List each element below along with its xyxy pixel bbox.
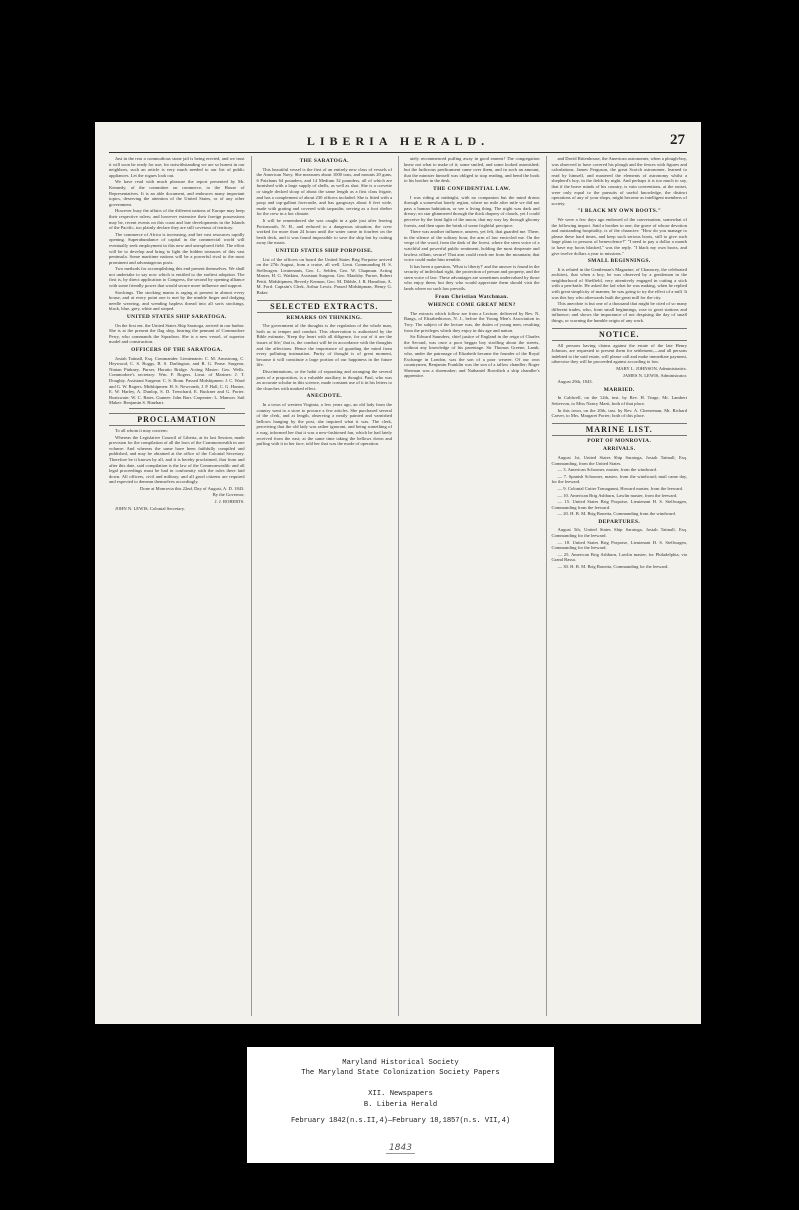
article-paragraph: The commerce of Africa is increasing, and her vast resources rapidly opening. Superabundance of capital in the commercial world will eventually seek employment in this new and unexplored field. The effort will be to develop and bring to light the hidden treasures of this vast peninsula. Some maritime nations will be a powerful rival to the most prominent and advantageous posts. xyxy=(109,231,245,265)
archive-date-range: February 1842(n.s.II,4)—February 18,1857(n.s. VII,4) xyxy=(290,1117,511,1125)
notice-signature: JAMES N. LEWIS, Administrator. xyxy=(622,372,687,378)
article-paragraph: Two methods for accomplishing this end present themselves. We shall not undertake to say now which is entitled to the earliest adoption. The first is, by direct application to Congress, the second by opening alliance with some friendly power that would secure more influence and support. xyxy=(109,266,245,289)
section-heading: OFFICERS OF THE SARATOGA. xyxy=(131,347,223,353)
article-paragraph: Stockings. The stocking mania is raging at present in almost every house, and at every point one is met by the nimble finger and dodging needle weaving, and wending hapless thread into all sorts stockings, black, blue, grey, white and striped. xyxy=(109,289,245,312)
departure-entry: — 30. H. B. M. Brig Bonetta, Commanding for the leeward. xyxy=(557,564,669,570)
masthead xyxy=(109,134,687,153)
article-paragraph: Discriminations, or the habit of separating and arranging the several parts of a proposition, is a valuable auxiliary to thought. Paul, who was an accurate scholar in this science, made constant use of it in his letters to the churches with marked effect. xyxy=(256,369,392,391)
proclamation-secretary: JOHN N. LEWIS, Colonial Secretary. xyxy=(115,505,185,511)
article-paragraph: We have read with much pleasure the report presented by Mr. Kennedy, of the committee on commerce, to the House of Representatives. It is an able document, and embraces many important topics, deserving the attention of the United States, or of any other government. xyxy=(109,179,245,207)
notice-heading: NOTICE. xyxy=(552,328,688,341)
proclamation-date: Done at Monrovia this 22nd, Day of August, A. D. 1843. xyxy=(139,485,245,491)
section-heading: MARRIED. xyxy=(603,386,635,393)
article-source: From Christian Watchman. xyxy=(435,293,509,300)
proclamation-text: Whereas the Legislative Council of Liberia, at its last Session, made provision for the compilation of all the laws of the Commonwealth in one volume: And whereas the same have been faithfully compiled and published, and may be obtained at the office of the Colonial Secretary. Therefore be it known by all, and it is hereby proclaimed, that from and after this date, said compilation is the law of the Commonwealth: and all legal proceedings must be had in conformity with the rules there laid down. All officers, civil and military, and all good citizens are required and expected to demean themselves accordingly. xyxy=(109,434,245,485)
arrival-entry: — 9. Colonial Cutter Tomaganni, Howard master, from the leeward. xyxy=(557,485,684,491)
column-4 xyxy=(546,156,688,1016)
handwritten-year: 1843 xyxy=(247,1143,554,1153)
article-paragraph: Josiah Tattnall, Esq. Commander. Lieutenants: C. M. Armstrong, C. Heywood, C. S. Boggs, B. S. Darlington, and R. G. Pease. Surgeon, Ninian Pinkney. Purser, Horatio Bridge. Acting Master: Geo. Wells. Commodore's secretary: Wm. F. Rogers. Lieut. of Marines: J. T. Doughty. Assistant Surgeon: C. S. Bonn. Passed Midshipmen: J. C. Ward and G. W. Rogers. Midshipmen: H. S. Newcomb, J. P. Hall, C. G. Hunter, E. W. Harley, A. Dunlop, S. D. Trenchard, E. Buckner and G. Porter. Boatswain: W. C. Bates. Gunner: John Barr. Carpenter: L. Manson. Sail Maker: Benjamin S. Rinehart. xyxy=(109,355,245,406)
proclamation-heading: PROCLAMATION xyxy=(109,413,245,426)
proclamation-governor: J. J. ROBERTS. xyxy=(214,499,245,505)
section-heading: SMALL BEGINNINGS. xyxy=(587,258,651,265)
archive-collection: The Maryland State Colonization Society Papers xyxy=(301,1069,500,1077)
column-3 xyxy=(398,156,540,1016)
marriage-entry: In this town, on the 20th, inst. by Rev. A. Cheeseman, Mr. Richard Carver, to Mrs. Margaret Porter; both of this place. xyxy=(551,407,687,419)
arrival-entry: — 10. American Brig Ashburn, Lawlin master, from the leeward. xyxy=(557,492,678,498)
newspaper-title: LIBERIA HERALD. xyxy=(306,134,490,148)
column-1 xyxy=(109,156,245,1016)
article-paragraph: In a town of western Virginia, a few years ago, an old lady from the country went to a store to procure a few articles. She purchased several of the clerk, and at length, observing a neatly painted and varnished bellows hanging by the post, she inquired what it was. The clerk, perceiving that the old lady was rather ignorant, and being something of a wag, informed her that it was a new-fashioned fan, which he had lately received from the east; at the same time taking the bellows down and puffing with it in her face, told her that was the mode of operation. xyxy=(256,401,392,447)
arrival-entry: — 15. United States Brig Porpoise, Lieutenant H. S. Stellwagen, Commanding from the leeward. xyxy=(551,499,687,510)
notice-signature: MARY L. JOHNSON, Administratrix. xyxy=(616,366,687,371)
article-paragraph: However busy the affairs of the different nations of Europe may keep their respective rulers; and however extensive their foreign possessions may be, recent events on this coast and late developments in the Islands of the Pacific, too plainly declare they are still covetous of territory. xyxy=(109,208,245,231)
archive-society: Maryland Historical Society xyxy=(342,1059,459,1067)
article-paragraph: It has been a question, 'What is liberty?' and the answer is found in the security of individual right, the protection of person and property, and the stern voice of law. These advantages are sometimes undervalued by those who enjoy them; but they who would appreciate them should visit the lands where no such law prevails. xyxy=(404,263,540,292)
article-paragraph: Just in the rear a commodious stone jail is being erected, and we trust it will soon be ready for use; for notwithstanding we are so honest in our neighbors, such an article is very much needed to our list of public appliances. Let the rogues look out. xyxy=(109,156,245,178)
article-paragraph: There was another influence, unseen, yet felt, that guarded me. There, in the silence of the solitary hour, the arm of law encircled me. On the verge of the wood, from the dark of the forest, where the stern voice of a watchful and powerful public sentiment, holding the most desperate and lawless villain, secure! That arm could reach me from the mountain; that voice could make him tremble. xyxy=(404,229,540,263)
archive-label xyxy=(247,1047,554,1163)
article-paragraph: On the first ent. the United States Ship Saratoga, arrived in our harbor. She is at the present the flag ship, bearing the pennant of Commodore Perry, who commands the Squadron. She is a new vessel, of superior model and construction. xyxy=(109,322,245,345)
page-number: 27 xyxy=(670,132,685,148)
section-heading: ANECDOTE. xyxy=(306,393,342,400)
article-paragraph: and David Rittenhouse, the American astronomer, when a plough-boy, was observed to have covered his plough and the fences with figures and calculations. James Ferguson, the great Scotch astronomer, learned to read by himself, and mastered the elements of astronomy whilst a shepherd's boy, in the fields by night. And perhaps it is too much to say, that if the brave minds of his country, is vain conventions, at the outset, were only equal to the pursuits of useful knowledge, the distinct operations of any of your shops, might become as intelligent members of society. xyxy=(551,156,687,206)
arrival-entry: — 20. H. B. M. Brig Bonetta, Commanding from the windward. xyxy=(557,511,676,517)
column-2 xyxy=(251,156,393,1016)
article-paragraph: List of the officers on board the United States Brig Porpoise arrived on the 27th August, from a cruise, all well. Lieut. Commanding H. S. Stellwagen. Lieutenants, Geo. L. Selden, Geo. W. Chapman. Acting Master, H. G. Watkins. Assistant Surgeon, Geo. Maulsby. Purser, Robert Pettit. Midshipmen, Beverly Kennon, Geo. M. Dibble, J. R. Hamilton, A. M. Ford. Captain's Clerk, Arthur Lewis. Passed Midshipman, Henry G. Baker. xyxy=(256,256,392,296)
arrival-entry: — 3. American Schooner, master, from the windward. xyxy=(557,467,658,473)
section-heading: DEPARTURES. xyxy=(598,518,641,525)
article-paragraph: This beautiful vessel is the first of an entirely new class of vessels of the American Navy. She measures about 1000 tons, and mounts 20 guns, 6 Paixhans 64 pounders, and 14 Medium 32 pounders, all of which are furnished with a large supply of shells, as well as shot. She is a corvette or single decked sloop of about the same length as a first class frigate, and has a complement of about 230 officers included. She is fitted with a poop and top-gallant forecastle, and has gangways about 6 feet wide, made with grating and covered with tarpaulin, serving as a foot shelter for the crew in a hot climate. xyxy=(256,166,392,217)
section-heading: "I BLACK MY OWN BOOTS." xyxy=(577,208,662,215)
article-paragraph: I was riding at midnight, with no companion but the mind drawn through a somewhat lonely region, where no mile after mile we did not pass a human habitation, or see a living thing. The night was dark and dreary; no star glimmered through the thick drapery of clouds, yet I could perceive by the faint light of the moon, that my way lay through gloomy forests, and then upon the brink of some frightful precipice. xyxy=(404,194,540,228)
article-paragraph: It will be remembered she was caught in a gale just after leaving Portsmouth, N. H., and reduced to a dangerous situation; the crew worked for more than 24 hours until the water came in fourfeet on the berth deck, and it was found impossible to save the ship but by cutting away the masts. xyxy=(256,217,392,246)
section-heading: ARRIVALS. xyxy=(603,446,636,453)
archive-series: XII. Newspapers xyxy=(368,1090,433,1098)
article-paragraph: We were a few days ago endowed of the conversation, somewhat of the following import. Said a brother to one, the grave of whose devotion and outstanding hospitality, is of the character: "How do you manage to please these hard times, and keep such serious boots, still to give such large plans to persons of benevolence?" "I need to pay a dollar a month to have my boots blacked," was the reply. "I black my own boots, and give twelve dollars a year to missions." xyxy=(551,216,687,256)
notice-text: All persons having claims against the estate of the late Henry Johnson, are requested to present them for settlement,—and all persons indebted to the said estate, will please call and make immediate payment, otherwise they will be proceeded against according to law. xyxy=(551,342,687,365)
departure-entry: — 18. United States Brig Porpoise, Lieutenant H. S. Stellwagen, Commanding for the leeward. xyxy=(551,539,687,551)
article-paragraph: ately recommenced puffing away in good earnest! The congregation knew not what to make of it; some smiled, and some looked astonished; but the ludicrous predicament came over them, and in such an amount, that the minister himself was obliged to stop reading, and bend the book to his brother in the desk. xyxy=(404,156,540,184)
proclamation-salutation: To all whom it may concern: xyxy=(115,427,168,433)
column-container xyxy=(109,156,687,1016)
selected-extracts-heading: SELECTED EXTRACTS. xyxy=(257,300,393,313)
departure-entry: August 5th, United States Ship Saratoga, Josiah Tattnall, Esq. Commanding for the leeward. xyxy=(551,527,687,539)
section-heading: REMARKS ON THINKING. xyxy=(286,314,363,321)
departure-entry: — 25. American Brig Ashburn, Lawlin master, for Philadelphia, via Grand Bassa. xyxy=(551,551,687,563)
article-paragraph: The extracts which follow are from a Lecture, delivered by Rev. N. Bangs, of Elizabethtown, N. J., before the Young Men's Association in Troy. The subject of the lecture was, the duties of young men, resulting from the privileges which they enjoy in this age and nation. xyxy=(404,310,540,333)
section-heading: THE CONFIDENTIAL LAW. xyxy=(433,185,511,192)
arrival-entry: August 1st, United States Ship Saratoga, Josiah Tattnall, Esq. Commanding, from the United States. xyxy=(551,454,687,466)
newspaper-page xyxy=(95,122,701,1024)
article-paragraph: The government of the thoughts is the regulation of the whole man, both as to temper and conduct. This observation is authorized by the Bible estimate, 'Keep thy heart with all diligence, for out of it are the issues of life;' that is, the conduct will be in accordance with the thoughts and the affections. Hence the importance of guarding the mind from every polluting insinuation. Purity of thought is of great moment, because it will constitute a large portion of our happiness in the future life. xyxy=(256,323,392,368)
notice-date: August 29th, 1843. xyxy=(557,379,593,385)
marine-list-heading: MARINE LIST. xyxy=(552,423,688,436)
marriage-entry: In Caldwell, on the 12th, inst. by Rev. H. Teage, Mr. Lambert Settervon, to Miss Nancy Marti, both of that place. xyxy=(551,395,687,406)
divider xyxy=(129,408,225,409)
archive-subseries: B. Liberia Herald xyxy=(363,1101,438,1109)
section-heading: UNITED STATES SHIP SARATOGA. xyxy=(126,314,227,321)
article-paragraph: Sir Edward Saunders, chief justice of England in the reign of Charles the Second, was once a poor beggar boy strolling about the streets, without any knowledge of his parentage. Sir Thomas Greene, Lamb, who, under the patronage of Elizabeth became the founder of the Royal Exchange in London, was the son of a poor weaver. Of our own countrymen, Benjamin Franklin was the son of a tallow chandler; Roger Sherman was a shoemaker; and Nathaniel Bowditch a ship chandler's apprentice. xyxy=(404,334,540,379)
arrival-entry: — 7. Spanish Schooner, master, from the windward; mail came day, for the leeward. xyxy=(551,473,687,485)
proclamation-by: By the Governor, xyxy=(212,492,245,498)
section-heading: UNITED STATES SHIP PORPOISE. xyxy=(275,247,373,254)
article-paragraph: It is related in the Gentleman's Magazine, of Chauncey, the celebrated architect, that when a boy, he was observed by a gentleman in the neighborhood of Sheffield, very attentively engaged in cutting a stick with a pen-knife. He asked the lad what he was making, when he replied with great simplicity of manner, he was going to try the effect of a mill. It was this boy who afterwards built the great mill for the city. xyxy=(551,266,687,300)
section-heading: WHENCE COME GREAT MEN? xyxy=(427,302,516,309)
section-heading: THE SARATOGA. xyxy=(299,158,349,164)
article-paragraph: This anecdote is but one of a thousand that might be cited of so many different trades, who, from small beginnings, rose to great stations and influence; and shows the importance of not despising the day of small things, or scorning the humble origin of any work. xyxy=(551,301,687,324)
section-heading: PORT OF MONROVIA. xyxy=(587,437,652,444)
